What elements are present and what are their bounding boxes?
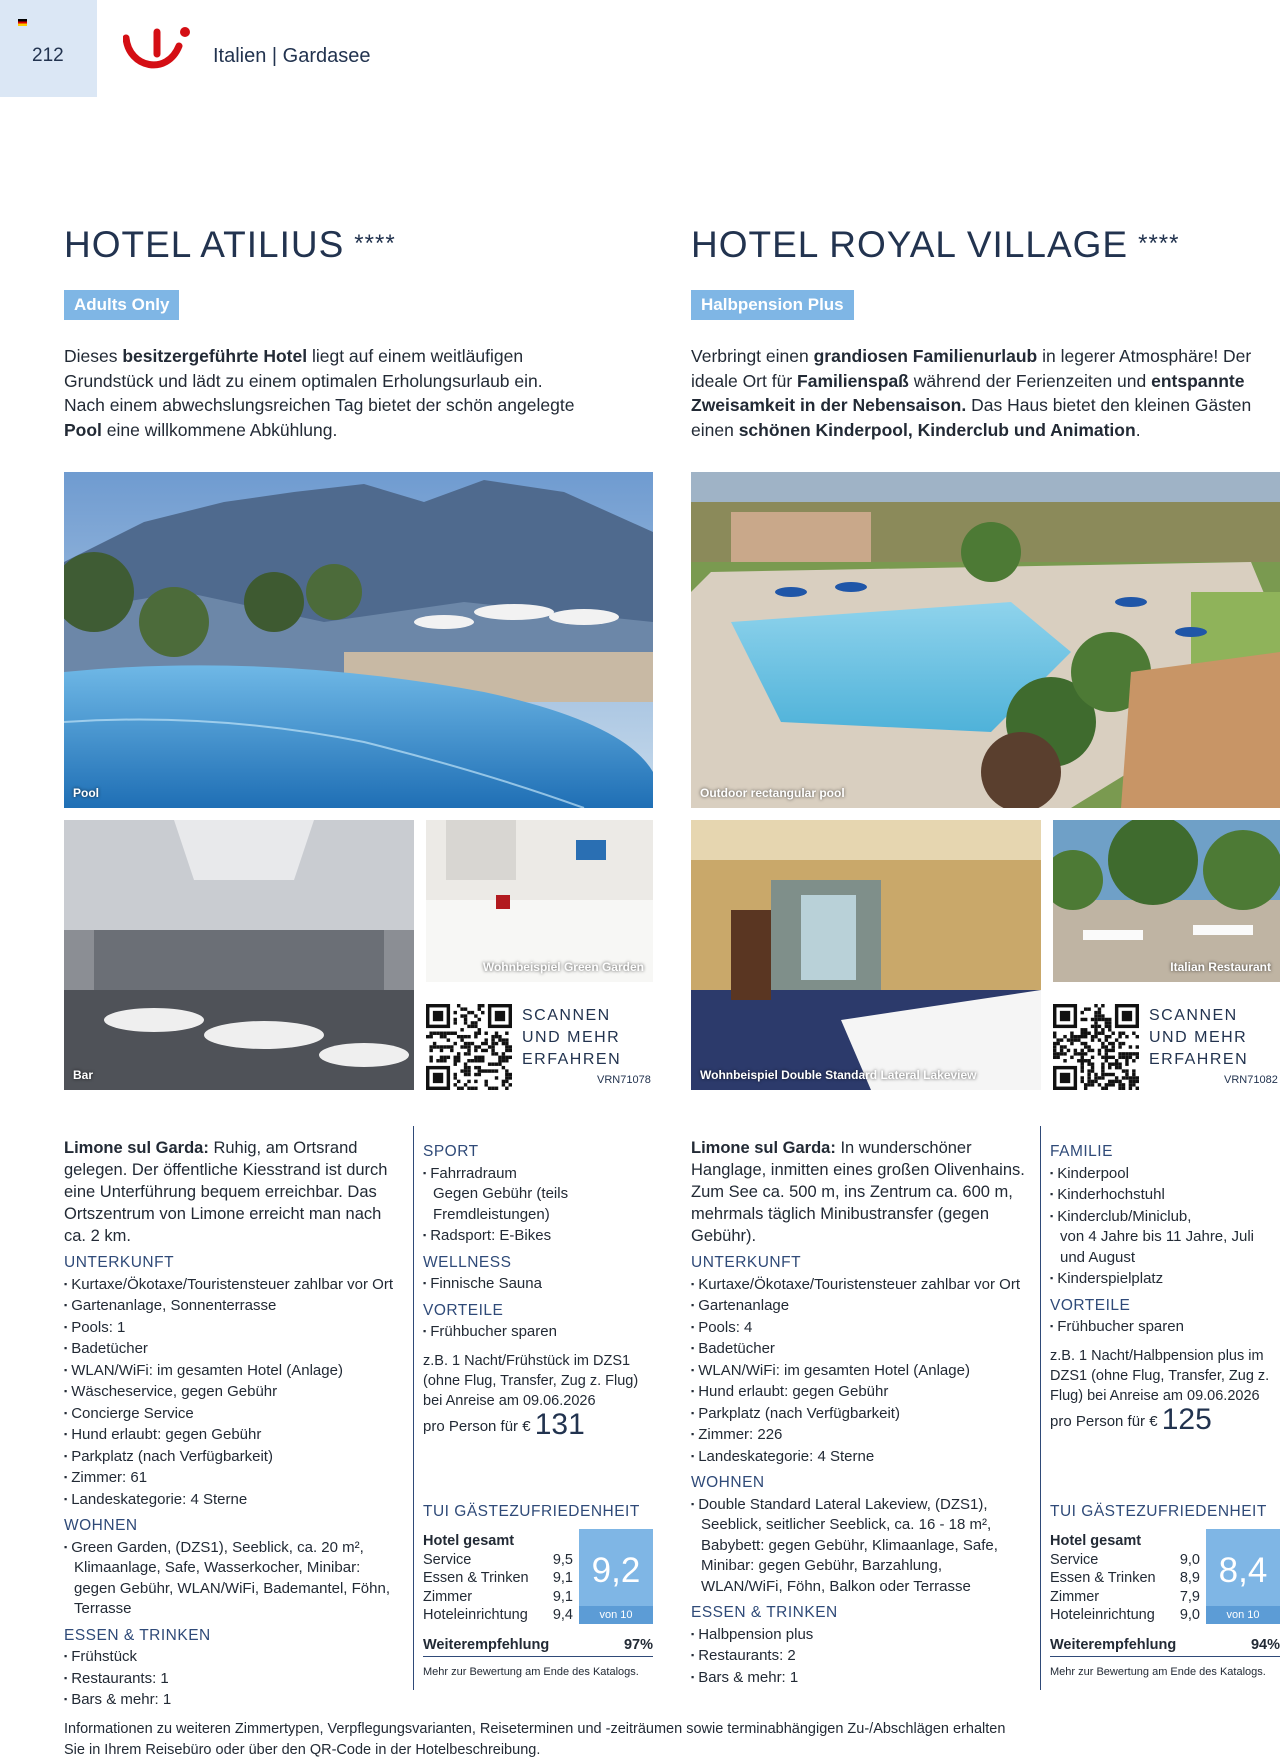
details-left-column (691, 1137, 1027, 1688)
feature-item: ▪ Halbpension plus (691, 1624, 1027, 1646)
price-note: z.B. 1 Nacht/Frühstück im DZS1 (ohne Flug, Transfer, Zug z. Flug) bei Anreise am 09.06.2026 (423, 1352, 639, 1409)
feature-item: ▪ Zimmer: 61 (64, 1467, 400, 1489)
rating-table: Hotel gesamt Service 9,0 Essen & Trinken 8,9 Zimmer 7,9 Hoteleinrichtung 9,0 (1050, 1533, 1200, 1623)
photo-caption: Bar (73, 1068, 94, 1082)
scan-text: SCANNEN UND MEHR ERFAHREN (1149, 1007, 1249, 1068)
rating-title: TUI GÄSTEZUFRIEDENHEIT (423, 1503, 640, 1520)
qr-pattern (1053, 1004, 1139, 1090)
feature-item: ▪ Double Standard Lateral Lakeview, (DZS1), Seeblick, seitlicher Seeblick, ca. 16 - 18 m², Babybett: gegen Gebühr, Klimaanlage, Safe, Minibar: gegen Gebühr, Barzahlung, WLAN/WiFi, Föhn, Balkon oder Terrasse (691, 1494, 1027, 1598)
feature-item: ▪ Bars & mehr: 1 (691, 1667, 1027, 1689)
feature-item: ▪ Radsport: E-Bikes (423, 1225, 653, 1247)
feature-item: ▪ Landeskategorie: 4 Sterne (691, 1446, 1027, 1468)
hotel-title (691, 224, 1179, 266)
halbpension-plus-badge: Halbpension Plus (691, 290, 854, 320)
feature-item: ▪ WLAN/WiFi: im gesamten Hotel (Anlage) (691, 1360, 1027, 1382)
location-description: Limone sul Garda: Ruhig, am Ortsrand gelegen. Der öffentliche Kiesstrand ist durch eine Unterführung bequem erreichbar. Das Ortszentrum von Limone erreicht man nach ca. 2 km. (64, 1139, 388, 1245)
rating-table: Hotel gesamt Service 9,5 Essen & Trinken 9,1 Zimmer 9,1 Hoteleinrichtung 9,4 (423, 1533, 573, 1623)
qr-pattern (426, 1004, 512, 1090)
feature-item: ▪ Badetücher (64, 1338, 400, 1360)
hotel-title (64, 224, 396, 266)
photo-caption: Wohnbeispiel Double Standard Lateral Lakeview (700, 1068, 977, 1082)
section-title: ESSEN & TRINKEN (64, 1626, 211, 1644)
section-title: VORTEILE (423, 1301, 504, 1319)
location-description: Limone sul Garda: In wunderschöner Hanglage, inmitten eines großen Olivenhains. Zum See ca. 500 m, ins Zentrum ca. 600 m, mehrmals täglich Minibustransfer (gegen Gebühr). (691, 1139, 1025, 1245)
scan-text: SCANNEN UND MEHR ERFAHREN (522, 1007, 622, 1068)
photo-pool[interactable] (64, 472, 653, 808)
column-divider (413, 1126, 414, 1690)
stars-rating: **** (354, 230, 396, 257)
rating-more-link[interactable]: Mehr zur Bewertung am Ende des Katalogs. (1050, 1666, 1266, 1678)
feature-item: ▪ Pools: 4 (691, 1317, 1027, 1339)
feature-item: ▪ Restaurants: 2 (691, 1645, 1027, 1667)
rating-title: TUI GÄSTEZUFRIEDENHEIT (1050, 1503, 1267, 1520)
section-title: ESSEN & TRINKEN (691, 1604, 838, 1621)
feature-item: ▪ WLAN/WiFi: im gesamten Hotel (Anlage) (64, 1360, 400, 1382)
adults-only-badge: Adults Only (64, 290, 179, 320)
feature-item: ▪ Finnische Sauna (423, 1273, 653, 1295)
section-title: FAMILIE (1050, 1143, 1113, 1160)
photo-outdoor-pool[interactable] (691, 472, 1280, 808)
feature-item: ▪ Fahrradraum (423, 1163, 653, 1185)
page-number: 212 (32, 45, 64, 66)
feature-item: ▪ Hund erlaubt: gegen Gebühr (691, 1381, 1027, 1403)
stars-rating: **** (1138, 230, 1180, 257)
photo-room[interactable] (426, 820, 653, 982)
feature-item: ▪ Kurtaxe/Ökotaxe/Touristensteuer zahlbar vor Ort (64, 1274, 400, 1296)
overall-score-box (1206, 1529, 1280, 1624)
section-title: SPORT (423, 1143, 479, 1160)
feature-item: ▪ Bars & mehr: 1 (64, 1689, 400, 1711)
rating-more-link[interactable]: Mehr zur Bewertung am Ende des Katalogs. (423, 1666, 639, 1678)
section-title: VORTEILE (1050, 1296, 1131, 1314)
feature-item: ▪ Hund erlaubt: gegen Gebühr (64, 1424, 400, 1446)
feature-item: ▪ Restaurants: 1 (64, 1668, 400, 1690)
photo-double-room[interactable] (691, 820, 1041, 1090)
price: pro Person für € 131 (423, 1407, 585, 1441)
overall-score-box (579, 1529, 653, 1624)
feature-item: ▪ Badetücher (691, 1338, 1027, 1360)
feature-item: ▪ Kinderpool (1050, 1163, 1280, 1185)
rating-row: Zimmer 7,9 (1050, 1588, 1200, 1605)
rating-row: Essen & Trinken 8,9 (1050, 1570, 1200, 1586)
qr-code[interactable] (1053, 1004, 1139, 1090)
recommendation: Weiterempfehlung 94% (1050, 1637, 1280, 1657)
price: pro Person für € 125 (1050, 1402, 1212, 1436)
details-right-column (1050, 1136, 1280, 1436)
rating-row: Service 9,0 (1050, 1551, 1200, 1568)
feature-item: ▪ Wäscheservice, gegen Gebühr (64, 1381, 400, 1403)
section-title: WOHNEN (691, 1474, 765, 1491)
feature-item: ▪ Frühbucher sparen (1050, 1316, 1280, 1338)
score-scale: von 10 (1206, 1606, 1280, 1624)
vrn-code: VRN71082 (1224, 1074, 1278, 1086)
breadcrumb: Italien | Gardasee (213, 45, 371, 67)
feature-item: ▪ Parkplatz (nach Verfügbarkeit) (691, 1403, 1027, 1425)
feature-item: ▪ Concierge Service (64, 1403, 400, 1425)
feature-item: ▪ Kinderclub/Miniclub, (1050, 1206, 1280, 1228)
feature-subtext: Gegen Gebühr (teils Fremdleistungen) (433, 1185, 569, 1223)
photo-caption: Outdoor rectangular pool (700, 786, 845, 800)
hotel-intro: Verbringt einen grandiosen Familienurlaub in legerer Atmosphäre! Der ideale Ort für Familienspaß während der Ferienzeiten und entspannte Zweisamkeit in der Nebensaison. Das Haus bietet den kleinen Gästen einen schönen Kinderpool, Kinderclub und Animation. (691, 346, 1252, 440)
section-title: WELLNESS (423, 1253, 512, 1271)
rating-row: Service 9,5 (423, 1551, 573, 1568)
feature-item: ▪ Green Garden, (DZS1), Seeblick, ca. 20 m², Klimaanlage, Safe, Wasserkocher, Minibar: gegen Gebühr, WLAN/WiFi, Bademantel, Föhn, Terrasse (64, 1537, 400, 1620)
footer-note: Informationen zu weiteren Zimmertypen, Verpflegungsvarianten, Reiseterminen und -zeiträumen sowie terminabhängigen Zu-/Abschlägen erhalten Sie in Ihrem Reisebüro oder über den QR-Code in der Hotelbeschreibung. (64, 1721, 1006, 1758)
vrn-code: VRN71078 (597, 1074, 651, 1086)
column-divider (1040, 1126, 1041, 1690)
rating-row: Essen & Trinken 9,1 (423, 1570, 573, 1586)
score-scale: von 10 (579, 1606, 653, 1624)
photo-restaurant[interactable] (1053, 820, 1280, 982)
photo-caption: Pool (73, 786, 99, 800)
hotel-intro: Dieses besitzergeführte Hotel liegt auf einem weitläufigen Grundstück und lädt zu einem optimalen Erholungsurlaub ein. Nach einem abwechslungsreichen Tag bietet der schön angelegte Pool eine willkommene Abkühlung. (64, 346, 575, 440)
details-right-column (423, 1136, 653, 1441)
feature-item: ▪ Frühstück (64, 1646, 400, 1668)
rating-row: Hoteleinrichtung 9,0 (1050, 1607, 1200, 1623)
feature-item: ▪ Frühbucher sparen (423, 1321, 653, 1343)
feature-item: ▪ Kurtaxe/Ökotaxe/Touristensteuer zahlbar vor Ort (691, 1274, 1027, 1296)
section-title: UNTERKUNFT (691, 1254, 802, 1271)
feature-item: ▪ Pools: 1 (64, 1317, 400, 1339)
rating-row: Hoteleinrichtung 9,4 (423, 1607, 573, 1623)
tui-logo[interactable] (123, 24, 193, 80)
photo-caption: Italian Restaurant (1170, 960, 1271, 974)
details-left-column (64, 1137, 400, 1711)
overall-score: 8,4 (1218, 1551, 1268, 1590)
feature-item: ▪ Landeskategorie: 4 Sterne (64, 1489, 400, 1511)
german-flag-icon (18, 19, 27, 26)
price-note: z.B. 1 Nacht/Halbpension plus im DZS1 (ohne Flug, Transfer, Zug z. Flug) bei Anreise am 09.06.2026 (1050, 1347, 1270, 1404)
section-title: UNTERKUNFT (64, 1254, 175, 1271)
section-title: WOHNEN (64, 1517, 138, 1534)
recommendation: Weiterempfehlung 97% (423, 1637, 653, 1657)
feature-item: ▪ Kinderspielplatz (1050, 1268, 1280, 1290)
feature-item: ▪ Zimmer: 226 (691, 1424, 1027, 1446)
photo-caption: Wohnbeispiel Green Garden (482, 960, 644, 974)
feature-subtext: von 4 Jahre bis 11 Jahre, Juli und August (1060, 1228, 1254, 1266)
overall-score: 9,2 (591, 1551, 641, 1590)
hotel-name: HOTEL ROYAL VILLAGE (691, 224, 1129, 265)
feature-item: ▪ Gartenanlage, Sonnenterrasse (64, 1295, 400, 1317)
hotel-name: HOTEL ATILIUS (64, 224, 345, 265)
feature-item: ▪ Gartenanlage (691, 1295, 1027, 1317)
rating-row: Zimmer 9,1 (423, 1588, 573, 1605)
feature-item: ▪ Kinderhochstuhl (1050, 1184, 1280, 1206)
photo-bar[interactable] (64, 820, 414, 1090)
qr-code[interactable] (426, 1004, 512, 1090)
feature-item: ▪ Parkplatz (nach Verfügbarkeit) (64, 1446, 400, 1468)
